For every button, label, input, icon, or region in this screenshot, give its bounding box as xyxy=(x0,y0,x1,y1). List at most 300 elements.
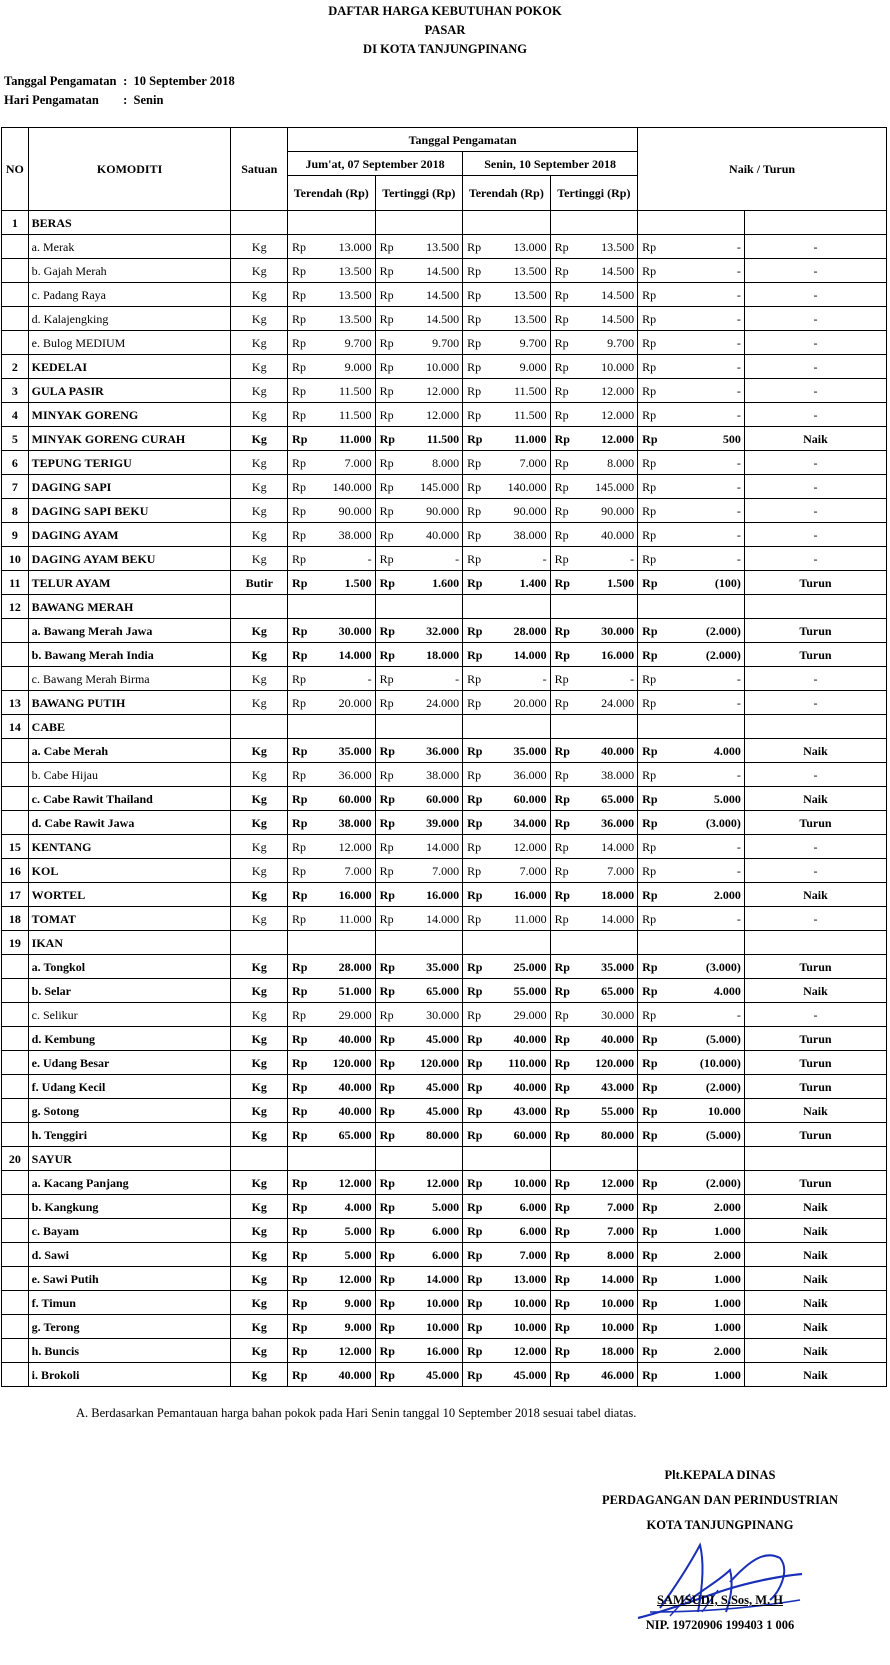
empty-cell xyxy=(578,715,638,739)
category-row xyxy=(2,379,887,403)
unit-cell: Kg xyxy=(231,283,288,307)
price-value: 120.000 xyxy=(315,1051,375,1075)
category-row xyxy=(2,211,887,235)
currency-label: Rp xyxy=(288,859,316,883)
currency-label: Rp xyxy=(550,499,578,523)
currency-label: Rp xyxy=(288,355,316,379)
change-value: (10.000) xyxy=(665,1051,744,1075)
col-tertinggi-2: Tertinggi (Rp) xyxy=(550,176,638,211)
commodity-name: b. Selar xyxy=(28,979,231,1003)
currency-label: Rp xyxy=(463,739,491,763)
price-value: 65.000 xyxy=(578,787,638,811)
col-komoditi-header: KOMODITI xyxy=(28,128,231,211)
status-cell: - xyxy=(744,859,886,883)
price-value: 14.000 xyxy=(578,1267,638,1291)
price-value: 6.000 xyxy=(490,1195,550,1219)
currency-label: Rp xyxy=(375,1051,403,1075)
table-row xyxy=(2,1219,887,1243)
price-value: 45.000 xyxy=(403,1363,463,1387)
currency-label: Rp xyxy=(288,379,316,403)
currency-label: Rp xyxy=(463,427,491,451)
price-value: 10.000 xyxy=(578,1291,638,1315)
price-value: 12.000 xyxy=(490,1339,550,1363)
currency-label: Rp xyxy=(638,307,666,331)
row-number: 3 xyxy=(2,379,29,403)
currency-label: Rp xyxy=(463,1363,491,1387)
category-row xyxy=(2,859,887,883)
empty-cell xyxy=(638,1147,666,1171)
status-cell: Turun xyxy=(744,955,886,979)
price-value: 34.000 xyxy=(490,811,550,835)
currency-label: Rp xyxy=(288,1075,316,1099)
price-value: 5.000 xyxy=(315,1219,375,1243)
currency-label: Rp xyxy=(288,835,316,859)
row-number xyxy=(2,235,29,259)
change-value: - xyxy=(665,499,744,523)
price-value: 11.500 xyxy=(490,379,550,403)
empty-cell xyxy=(403,595,463,619)
currency-label: Rp xyxy=(638,1363,666,1387)
price-value: 11.500 xyxy=(315,403,375,427)
price-value: - xyxy=(578,547,638,571)
price-value: 9.000 xyxy=(315,1315,375,1339)
table-row xyxy=(2,1267,887,1291)
row-number xyxy=(2,1291,29,1315)
change-value: - xyxy=(665,235,744,259)
signature-title-2: PERDAGANGAN DAN PERINDUSTRIAN xyxy=(601,1493,839,1507)
doc-title-2: PASAR xyxy=(424,23,466,37)
currency-label: Rp xyxy=(288,235,316,259)
price-value: 12.000 xyxy=(578,1171,638,1195)
price-value: 11.500 xyxy=(490,403,550,427)
price-value: 9.000 xyxy=(490,355,550,379)
commodity-name: c. Bayam xyxy=(28,1219,231,1243)
currency-label: Rp xyxy=(375,1219,403,1243)
unit-cell: Kg xyxy=(231,1363,288,1387)
price-value: 55.000 xyxy=(490,979,550,1003)
empty-cell xyxy=(638,931,666,955)
empty-cell xyxy=(375,715,403,739)
price-value: 10.000 xyxy=(403,1291,463,1315)
empty-cell xyxy=(375,595,403,619)
currency-label: Rp xyxy=(463,1315,491,1339)
currency-label: Rp xyxy=(375,523,403,547)
category-row xyxy=(2,403,887,427)
currency-label: Rp xyxy=(463,1099,491,1123)
currency-label: Rp xyxy=(288,283,316,307)
empty-cell xyxy=(550,1147,578,1171)
unit-cell: Kg xyxy=(231,1099,288,1123)
price-value: 10.000 xyxy=(403,355,463,379)
empty-cell xyxy=(288,595,316,619)
currency-label: Rp xyxy=(463,691,491,715)
price-value: 90.000 xyxy=(315,499,375,523)
row-number xyxy=(2,643,29,667)
unit-cell: Kg xyxy=(231,235,288,259)
row-number xyxy=(2,787,29,811)
unit-cell: Kg xyxy=(231,1051,288,1075)
commodity-name: KENTANG xyxy=(28,835,231,859)
empty-cell xyxy=(638,715,666,739)
currency-label: Rp xyxy=(375,1099,403,1123)
currency-label: Rp xyxy=(463,907,491,931)
status-cell: Naik xyxy=(744,1099,886,1123)
currency-label: Rp xyxy=(550,283,578,307)
currency-label: Rp xyxy=(638,691,666,715)
status-cell: - xyxy=(744,547,886,571)
currency-label: Rp xyxy=(638,907,666,931)
category-row xyxy=(2,715,887,739)
price-value: 13.500 xyxy=(490,259,550,283)
empty-cell xyxy=(403,931,463,955)
change-value: - xyxy=(665,763,744,787)
status-cell: Naik xyxy=(744,883,886,907)
row-number xyxy=(2,619,29,643)
empty-cell xyxy=(665,1147,744,1171)
unit-cell: Kg xyxy=(231,307,288,331)
currency-label: Rp xyxy=(550,1075,578,1099)
unit-cell xyxy=(231,715,288,739)
change-value: (100) xyxy=(665,571,744,595)
footnote: A. Berdasarkan Pemantauan harga bahan pokok pada Hari Senin tanggal 10 September 2018 sesuai tabel diatas. xyxy=(76,1406,637,1420)
row-number xyxy=(2,763,29,787)
currency-label: Rp xyxy=(638,1243,666,1267)
price-value: 18.000 xyxy=(403,643,463,667)
unit-cell: Kg xyxy=(231,379,288,403)
price-value: 13.000 xyxy=(490,1267,550,1291)
price-value: 25.000 xyxy=(490,955,550,979)
currency-label: Rp xyxy=(463,1123,491,1147)
currency-label: Rp xyxy=(638,1171,666,1195)
row-number xyxy=(2,1171,29,1195)
currency-label: Rp xyxy=(550,1123,578,1147)
col-naik-turun-header: Naik / Turun xyxy=(638,128,887,211)
status-cell: Naik xyxy=(744,427,886,451)
doc-title-3: DI KOTA TANJUNGPINANG xyxy=(363,42,527,56)
currency-label: Rp xyxy=(375,667,403,691)
status-cell: - xyxy=(744,691,886,715)
empty-cell xyxy=(550,211,578,235)
currency-label: Rp xyxy=(638,523,666,547)
status-cell: - xyxy=(744,283,886,307)
price-value: 30.000 xyxy=(403,1003,463,1027)
currency-label: Rp xyxy=(288,427,316,451)
price-value: 8.000 xyxy=(578,451,638,475)
currency-label: Rp xyxy=(288,523,316,547)
currency-label: Rp xyxy=(550,883,578,907)
currency-label: Rp xyxy=(463,355,491,379)
commodity-name: e. Bulog MEDIUM xyxy=(28,331,231,355)
empty-cell xyxy=(665,211,744,235)
currency-label: Rp xyxy=(375,1315,403,1339)
status-cell: - xyxy=(744,499,886,523)
currency-label: Rp xyxy=(288,1219,316,1243)
currency-label: Rp xyxy=(638,331,666,355)
category-row xyxy=(2,691,887,715)
price-value: 13.000 xyxy=(490,235,550,259)
currency-label: Rp xyxy=(550,523,578,547)
commodity-name: c. Padang Raya xyxy=(28,283,231,307)
signatory-nip: NIP. 19720906 199403 1 006 xyxy=(645,1618,795,1632)
price-value: 10.000 xyxy=(490,1315,550,1339)
day-value: Senin xyxy=(133,93,164,107)
table-row xyxy=(2,1363,887,1387)
row-number xyxy=(2,1243,29,1267)
row-number: 1 xyxy=(2,211,29,235)
unit-cell: Kg xyxy=(231,1291,288,1315)
currency-label: Rp xyxy=(638,1003,666,1027)
currency-label: Rp xyxy=(638,1267,666,1291)
price-value: 32.000 xyxy=(403,619,463,643)
commodity-name: KOL xyxy=(28,859,231,883)
row-number xyxy=(2,667,29,691)
currency-label: Rp xyxy=(638,259,666,283)
currency-label: Rp xyxy=(375,1195,403,1219)
date-line xyxy=(4,74,235,89)
currency-label: Rp xyxy=(550,1051,578,1075)
currency-label: Rp xyxy=(375,379,403,403)
currency-label: Rp xyxy=(375,499,403,523)
currency-label: Rp xyxy=(288,1003,316,1027)
price-value: 9.700 xyxy=(490,331,550,355)
unit-cell: Kg xyxy=(231,1243,288,1267)
currency-label: Rp xyxy=(375,763,403,787)
unit-cell: Kg xyxy=(231,859,288,883)
empty-cell xyxy=(744,211,886,235)
price-value: 140.000 xyxy=(490,475,550,499)
currency-label: Rp xyxy=(550,571,578,595)
status-cell: Naik xyxy=(744,787,886,811)
empty-cell xyxy=(288,1147,316,1171)
currency-label: Rp xyxy=(638,643,666,667)
currency-label: Rp xyxy=(550,475,578,499)
currency-label: Rp xyxy=(375,1075,403,1099)
unit-cell: Kg xyxy=(231,1267,288,1291)
row-number: 11 xyxy=(2,571,29,595)
empty-cell xyxy=(403,1147,463,1171)
currency-label: Rp xyxy=(375,835,403,859)
price-value: 10.000 xyxy=(490,1291,550,1315)
currency-label: Rp xyxy=(375,787,403,811)
change-value: - xyxy=(665,379,744,403)
commodity-name: TEPUNG TERIGU xyxy=(28,451,231,475)
commodity-name: a. Merak xyxy=(28,235,231,259)
currency-label: Rp xyxy=(550,1315,578,1339)
table-row xyxy=(2,1291,887,1315)
price-value: 51.000 xyxy=(315,979,375,1003)
table-row xyxy=(2,1003,887,1027)
price-value: 13.500 xyxy=(490,307,550,331)
currency-label: Rp xyxy=(375,955,403,979)
unit-cell: Kg xyxy=(231,1315,288,1339)
change-value: - xyxy=(665,451,744,475)
price-value: - xyxy=(315,667,375,691)
currency-label: Rp xyxy=(463,883,491,907)
currency-label: Rp xyxy=(288,1123,316,1147)
table-row xyxy=(2,283,887,307)
price-value: 16.000 xyxy=(403,1339,463,1363)
currency-label: Rp xyxy=(463,451,491,475)
price-value: 9.700 xyxy=(578,331,638,355)
price-table xyxy=(1,127,887,1387)
currency-label: Rp xyxy=(638,547,666,571)
row-number: 14 xyxy=(2,715,29,739)
empty-cell xyxy=(578,211,638,235)
price-value: 35.000 xyxy=(403,955,463,979)
commodity-name: c. Cabe Rawit Thailand xyxy=(28,787,231,811)
commodity-name: IKAN xyxy=(28,931,231,955)
currency-label: Rp xyxy=(463,643,491,667)
commodity-name: f. Timun xyxy=(28,1291,231,1315)
table-row xyxy=(2,979,887,1003)
unit-cell: Kg xyxy=(231,1339,288,1363)
currency-label: Rp xyxy=(550,1219,578,1243)
commodity-name: a. Cabe Merah xyxy=(28,739,231,763)
commodity-name: b. Bawang Merah India xyxy=(28,643,231,667)
price-value: 30.000 xyxy=(578,619,638,643)
row-number: 6 xyxy=(2,451,29,475)
row-number xyxy=(2,331,29,355)
currency-label: Rp xyxy=(638,739,666,763)
change-value: 1.000 xyxy=(665,1363,744,1387)
price-value: 45.000 xyxy=(490,1363,550,1387)
price-value: 14.500 xyxy=(403,307,463,331)
currency-label: Rp xyxy=(375,1027,403,1051)
status-cell: Turun xyxy=(744,571,886,595)
commodity-name: a. Kacang Panjang xyxy=(28,1171,231,1195)
price-value: 13.500 xyxy=(315,307,375,331)
currency-label: Rp xyxy=(550,331,578,355)
unit-cell: Kg xyxy=(231,523,288,547)
currency-label: Rp xyxy=(463,1339,491,1363)
price-value: 18.000 xyxy=(578,1339,638,1363)
currency-label: Rp xyxy=(288,1267,316,1291)
row-number: 18 xyxy=(2,907,29,931)
currency-label: Rp xyxy=(375,451,403,475)
commodity-name: BERAS xyxy=(28,211,231,235)
unit-cell: Kg xyxy=(231,835,288,859)
price-value: 10.000 xyxy=(578,1315,638,1339)
price-value: 11.000 xyxy=(315,907,375,931)
price-value: 12.000 xyxy=(490,835,550,859)
price-value: 8.000 xyxy=(578,1243,638,1267)
status-cell: - xyxy=(744,259,886,283)
price-value: 11.000 xyxy=(490,907,550,931)
currency-label: Rp xyxy=(638,283,666,307)
price-value: 11.000 xyxy=(315,427,375,451)
unit-cell: Kg xyxy=(231,619,288,643)
unit-cell xyxy=(231,931,288,955)
currency-label: Rp xyxy=(550,979,578,1003)
status-cell: Turun xyxy=(744,643,886,667)
currency-label: Rp xyxy=(288,475,316,499)
unit-cell: Kg xyxy=(231,1195,288,1219)
change-value: - xyxy=(665,907,744,931)
empty-cell xyxy=(315,931,375,955)
empty-cell xyxy=(463,595,491,619)
table-row xyxy=(2,811,887,835)
price-value: 13.500 xyxy=(315,283,375,307)
status-cell: Naik xyxy=(744,1219,886,1243)
row-number xyxy=(2,1075,29,1099)
price-value: 12.000 xyxy=(403,403,463,427)
currency-label: Rp xyxy=(463,859,491,883)
commodity-name: h. Buncis xyxy=(28,1339,231,1363)
row-number xyxy=(2,1315,29,1339)
change-value: 1.000 xyxy=(665,1291,744,1315)
change-value: 2.000 xyxy=(665,1339,744,1363)
category-row xyxy=(2,571,887,595)
currency-label: Rp xyxy=(550,379,578,403)
status-cell: - xyxy=(744,907,886,931)
price-value: 13.500 xyxy=(403,235,463,259)
currency-label: Rp xyxy=(375,283,403,307)
price-value: 7.000 xyxy=(315,859,375,883)
row-number: 4 xyxy=(2,403,29,427)
currency-label: Rp xyxy=(375,739,403,763)
price-value: 14.500 xyxy=(403,259,463,283)
table-row xyxy=(2,667,887,691)
currency-label: Rp xyxy=(638,955,666,979)
currency-label: Rp xyxy=(375,307,403,331)
price-value: 40.000 xyxy=(403,523,463,547)
unit-cell: Kg xyxy=(231,763,288,787)
price-value: 30.000 xyxy=(578,1003,638,1027)
currency-label: Rp xyxy=(550,427,578,451)
currency-label: Rp xyxy=(550,547,578,571)
empty-cell xyxy=(315,1147,375,1171)
category-row xyxy=(2,475,887,499)
price-value: 145.000 xyxy=(403,475,463,499)
row-number: 9 xyxy=(2,523,29,547)
empty-cell xyxy=(288,931,316,955)
status-cell: Turun xyxy=(744,1051,886,1075)
price-value: 90.000 xyxy=(403,499,463,523)
empty-cell xyxy=(463,1147,491,1171)
price-value: 12.000 xyxy=(315,1339,375,1363)
empty-cell xyxy=(463,211,491,235)
empty-cell xyxy=(744,931,886,955)
price-value: 10.000 xyxy=(403,1315,463,1339)
currency-label: Rp xyxy=(463,1171,491,1195)
price-value: 43.000 xyxy=(578,1075,638,1099)
currency-label: Rp xyxy=(638,1291,666,1315)
currency-label: Rp xyxy=(463,1051,491,1075)
price-value: 55.000 xyxy=(578,1099,638,1123)
table-row xyxy=(2,1075,887,1099)
price-value: 43.000 xyxy=(490,1099,550,1123)
price-value: 16.000 xyxy=(490,883,550,907)
table-row xyxy=(2,1339,887,1363)
commodity-name: TOMAT xyxy=(28,907,231,931)
commodity-name: b. Kangkung xyxy=(28,1195,231,1219)
price-value: 60.000 xyxy=(315,787,375,811)
change-value: - xyxy=(665,403,744,427)
status-cell: Naik xyxy=(744,1291,886,1315)
row-number xyxy=(2,739,29,763)
handwritten-signature xyxy=(630,1540,810,1630)
category-row xyxy=(2,1147,887,1171)
empty-cell xyxy=(665,931,744,955)
change-value: - xyxy=(665,835,744,859)
commodity-name: a. Bawang Merah Jawa xyxy=(28,619,231,643)
row-number: 8 xyxy=(2,499,29,523)
category-row xyxy=(2,355,887,379)
category-row xyxy=(2,451,887,475)
status-cell: - xyxy=(744,1003,886,1027)
price-value: 40.000 xyxy=(315,1027,375,1051)
currency-label: Rp xyxy=(463,763,491,787)
